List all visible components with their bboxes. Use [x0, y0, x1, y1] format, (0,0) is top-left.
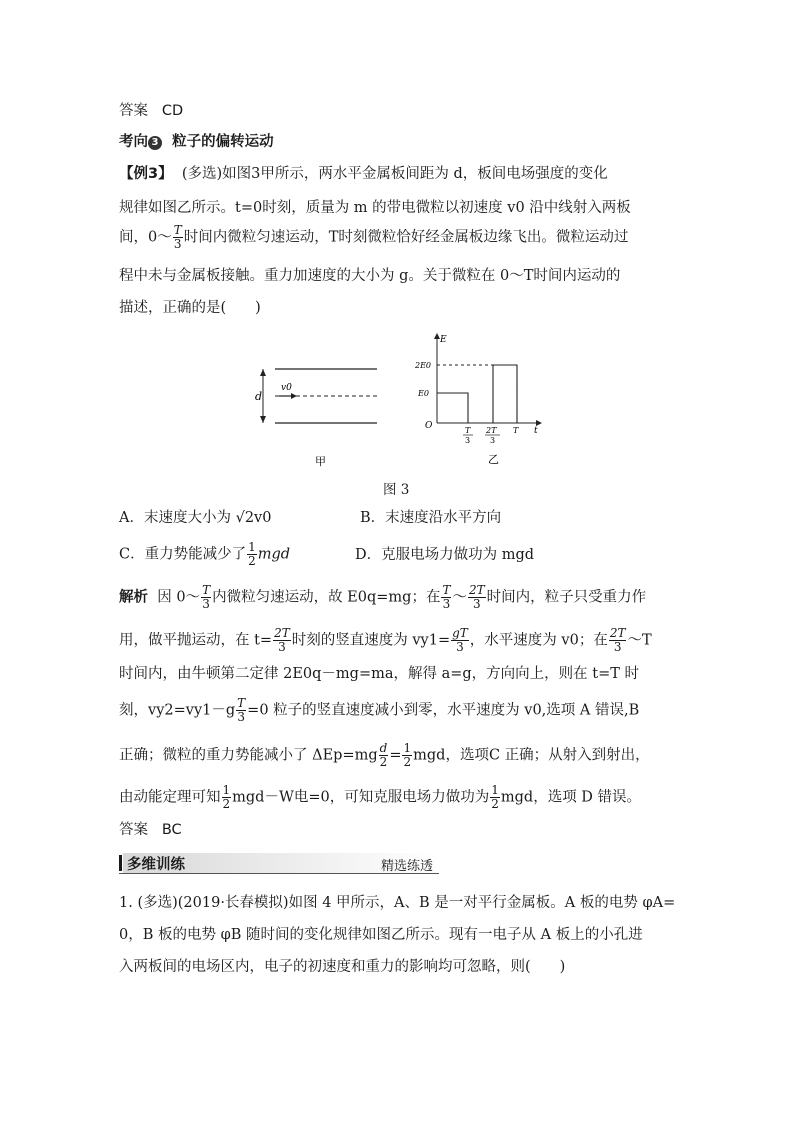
option-c	[119, 541, 290, 568]
figure-caption: 图 3	[383, 482, 410, 498]
a1-frac2: $\frac{T}{3}$	[442, 583, 451, 611]
figure-plates-diagram	[245, 352, 385, 472]
a4a: 刻，vy2=vy1－g	[119, 702, 236, 719]
example-tag: 【例3】	[119, 166, 173, 182]
example-line-5: 描述，正确的是( )	[119, 300, 261, 316]
a2a: 用，做平抛运动，在 t=	[119, 632, 273, 649]
tick-t: T	[513, 426, 519, 435]
axis-label-e: E	[440, 335, 447, 345]
section-title: 多维训练	[127, 857, 185, 873]
label-2e0: 2E0	[415, 361, 432, 370]
a2-frac2: $\frac{gT}{3}$	[452, 626, 468, 654]
heading-prefix: 考向	[119, 134, 148, 150]
analysis-line-6	[119, 784, 641, 811]
label-e0: E0	[418, 389, 429, 398]
a2c: ，水平速度为 v0；在	[469, 632, 608, 649]
option-c-text: C．重力势能减少了	[119, 546, 247, 563]
example-text-1: (多选)如图3甲所示，两水平金属板间距为 d，板间电场强度的变化	[181, 166, 608, 182]
example-line-3	[119, 224, 628, 251]
answer-line-2	[119, 820, 182, 840]
analysis-line-4	[119, 697, 639, 724]
e0-segment	[437, 393, 468, 423]
answer-label-2: 答案	[119, 822, 148, 838]
answer-label: 答案	[119, 103, 148, 119]
fraction-t-3: $\frac{T}{3}$	[173, 223, 182, 251]
a1c: ～	[452, 589, 467, 606]
tick-t3-num: T	[465, 426, 471, 435]
training-section-bar	[119, 852, 439, 874]
heading-title: 粒子的偏转运动	[172, 134, 274, 150]
option-a: A．末速度大小为 √2v0	[119, 510, 272, 526]
label-d: d	[255, 390, 263, 403]
a5-frac1: $\frac{d}{2}$	[379, 741, 388, 769]
2e0-segment	[493, 365, 517, 423]
axis-label-t: t	[534, 426, 538, 436]
a5a: 正确；微粒的重力势能减小了 ΔEp=mg	[119, 747, 378, 764]
analysis-line-1	[119, 584, 646, 611]
answer-value-2: BC	[161, 822, 182, 838]
a2d: ～T	[627, 632, 652, 649]
label-v0: v0	[281, 383, 292, 393]
a4-frac1: $\frac{T}{3}$	[237, 696, 246, 724]
a2-frac3: $\frac{2T}{3}$	[609, 626, 626, 654]
example-text-3a: 间，0～	[119, 229, 172, 246]
caption-yi: 乙	[488, 453, 499, 466]
answer-value: CD	[161, 103, 184, 119]
a1d: 时间内，粒子只受重力作	[486, 589, 647, 606]
origin-label: O	[425, 421, 433, 431]
a5b: =	[389, 747, 402, 764]
example-line-4: 程中未与金属板接触。重力加速度的大小为 g。关于微粒在 0～T时间内运动的	[119, 268, 621, 284]
a4b: =0 粒子的竖直速度减小到零，水平速度为 v0,选项 A 错误,B	[247, 702, 640, 719]
section-subtitle: 精选练透	[381, 859, 434, 874]
analysis-line-3: 时间内，由牛顿第二定律 2E0q－mg=ma，解得 a=g，方向向上，则在 t=T 时	[119, 666, 640, 682]
answer-line-1	[119, 101, 183, 121]
option-c-mgd: mgd	[257, 546, 291, 563]
figure-field-graph	[415, 330, 555, 470]
a1-frac1: $\frac{T}{3}$	[202, 583, 211, 611]
section-heading	[119, 132, 274, 152]
analysis-label: 解析	[119, 589, 148, 606]
a6-frac2: $\frac{1}{2}$	[491, 783, 499, 811]
heading-number-badge: 3	[148, 136, 162, 150]
option-c-fraction: $\frac{1}{2}$	[248, 540, 256, 568]
tick-2t3-den: 3	[490, 436, 496, 445]
option-d: D．克服电场力做功为 mgd	[355, 547, 535, 563]
a1-frac3: $\frac{2T}{3}$	[468, 583, 485, 611]
example-text-3b: 时间内微粒匀速运动，T时刻微粒恰好经金属板边缘飞出。微粒运动过	[183, 229, 629, 246]
a6a: 由动能定理可知	[119, 789, 221, 806]
a6b: mgd－W电=0，可知克服电场力做功为	[232, 789, 490, 806]
a1a: 因 0～	[157, 589, 201, 606]
caption-jia: 甲	[315, 455, 326, 468]
example-line-1	[119, 164, 608, 184]
example-line-2: 规律如图乙所示。t=0时刻，质量为 m 的带电微粒以初速度 v0 沿中线射入两板	[119, 200, 631, 216]
a5-frac2: $\frac{1}{2}$	[403, 741, 412, 769]
a2-frac1: $\frac{2T}{3}$	[274, 626, 290, 654]
a6-frac1: $\frac{1}{2}$	[222, 783, 231, 811]
problem1-line-3: 入两板间的电场区内，电子的初速度和重力的影响均可忽略，则( )	[119, 959, 566, 975]
tick-2t3-num: 2T	[486, 426, 497, 435]
problem1-line-1: 1. (多选)(2019·长春模拟)如图 4 甲所示，A、B 是一对平行金属板。A 板的电势 φA=	[119, 895, 676, 911]
a1b: 内微粒匀速运动，故 E0q=mg；在	[212, 589, 441, 606]
a6c: mgd，选项 D 错误。	[500, 789, 642, 806]
option-b: B．末速度沿水平方向	[360, 510, 502, 526]
analysis-line-2	[119, 627, 652, 654]
a5c: mgd，选项C 正确；从射入到射出，	[413, 747, 650, 764]
analysis-line-5	[119, 742, 650, 769]
section-marker	[119, 855, 122, 871]
tick-t3-den: 3	[465, 436, 471, 445]
problem1-line-2: 0，B 板的电势 φB 随时间的变化规律如图乙所示。现有一电子从 A 板上的小孔进	[119, 927, 643, 943]
a2b: 时刻的竖直速度为 vy1=	[291, 632, 451, 649]
